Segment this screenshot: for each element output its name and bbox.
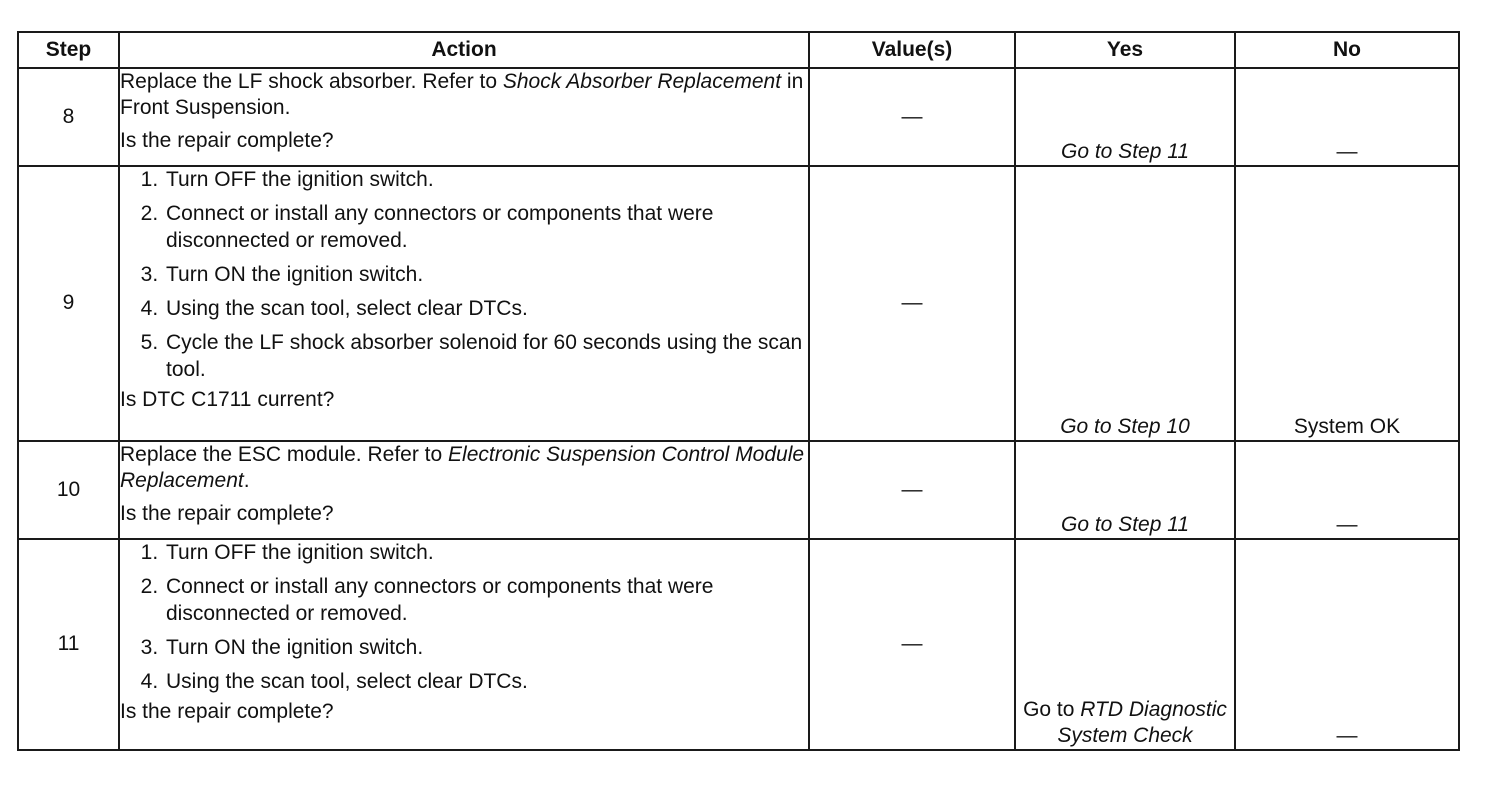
no-cell: — [1235, 539, 1459, 750]
value-cell: — [809, 441, 1015, 539]
header-yes: Yes [1015, 32, 1235, 68]
step-number: 11 [18, 539, 119, 750]
action-step-item: 1. Turn OFF the ignition switch. [164, 540, 808, 566]
action-cell [119, 539, 809, 750]
action-step-item: 3. Turn ON the ignition switch. [164, 635, 808, 661]
yes-cell [1015, 539, 1235, 750]
value-cell: — [809, 166, 1015, 441]
diagnostic-table-sheet [17, 31, 1458, 751]
action-step-item: 4. Using the scan tool, select clear DTCs. [164, 669, 808, 695]
yes-cell [1015, 441, 1235, 539]
table-body [18, 68, 1459, 750]
action-question: Is the repair complete? [120, 501, 334, 525]
table-row [18, 68, 1459, 166]
instruction-segment: in Front Suspension. [120, 70, 804, 120]
yes-result-segment: Go to Step 11 [1060, 139, 1190, 163]
action-step-item: 2. Connect or install any connectors or components that were disconnected or removed. [164, 574, 808, 627]
value-cell: — [809, 68, 1015, 166]
yes-result-segment: Go to Step 10 [1060, 414, 1190, 438]
no-cell: — [1235, 68, 1459, 166]
yes-cell [1015, 68, 1235, 166]
action-instruction [120, 442, 808, 495]
action-question: Is the repair complete? [120, 128, 334, 152]
instruction-segment: Shock Absorber Replacement [502, 70, 782, 93]
instruction-segment: Electronic Suspension Control Module Replacement [120, 443, 805, 493]
yes-result-segment: RTD Diagnostic System Check [1057, 697, 1227, 747]
action-step-item: 3. Turn ON the ignition switch. [164, 262, 808, 288]
action-cell [119, 166, 809, 441]
yes-cell [1015, 166, 1235, 441]
action-step-item: 5. Cycle the LF shock absorber solenoid for 60 seconds using the scan tool. [164, 330, 808, 383]
action-cell [119, 68, 809, 166]
step-number: 9 [18, 166, 119, 441]
step-number: 10 [18, 441, 119, 539]
action-step-item: 4. Using the scan tool, select clear DTCs. [164, 296, 808, 322]
header-action: Action [119, 32, 809, 68]
instruction-segment: Replace the ESC module. Refer to [120, 443, 449, 466]
action-question: Is the repair complete? [120, 700, 334, 724]
action-instruction [120, 69, 808, 122]
action-cell [119, 441, 809, 539]
table-row [18, 441, 1459, 539]
table-row [18, 539, 1459, 750]
yes-result-segment: Go to Step 11 [1060, 512, 1190, 536]
no-cell: System OK [1235, 166, 1459, 441]
instruction-segment: . [243, 469, 250, 493]
no-cell: — [1235, 441, 1459, 539]
yes-result [1016, 697, 1234, 750]
yes-result [1016, 414, 1234, 440]
instruction-segment: Replace the LF shock absorber. Refer to [120, 70, 503, 93]
header-values: Value(s) [809, 32, 1015, 68]
action-step-item: 1. Turn OFF the ignition switch. [164, 167, 808, 193]
table-row [18, 166, 1459, 441]
step-number: 8 [18, 68, 119, 166]
action-question: Is DTC C1711 current? [120, 387, 335, 411]
action-step-list [120, 540, 808, 695]
header-row [18, 32, 1459, 68]
action-step-item: 2. Connect or install any connectors or components that were disconnected or removed. [164, 201, 808, 254]
yes-result [1016, 139, 1234, 165]
yes-result [1016, 512, 1234, 538]
header-no: No [1235, 32, 1459, 68]
yes-result-segment: Go to [1023, 697, 1081, 721]
diagnostic-table [17, 31, 1460, 751]
action-step-list [120, 167, 808, 383]
header-step: Step [18, 32, 119, 68]
value-cell: — [809, 539, 1015, 750]
